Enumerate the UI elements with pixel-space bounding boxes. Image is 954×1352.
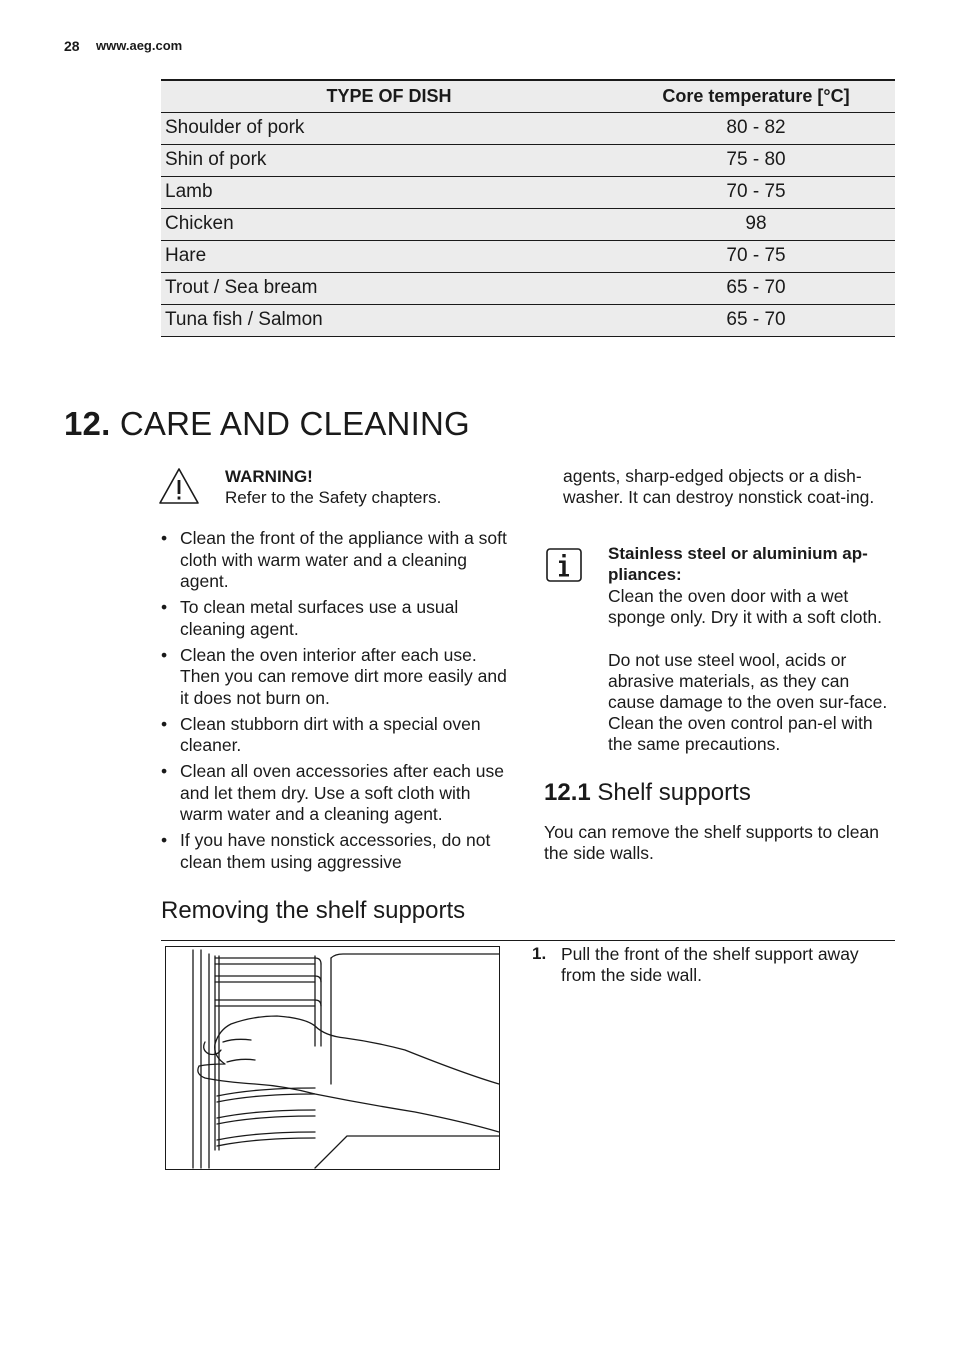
bullet-text: Clean the oven interior after each use. Then you can remove dirt more easily and it does not burn on. xyxy=(180,644,507,708)
temperature-cell: 75 - 80 xyxy=(617,144,895,176)
subsection-text: You can remove the shelf supports to clean the side walls. xyxy=(544,822,879,863)
note-text: Clean the oven door with a wet sponge only. Dry it with a soft cloth. xyxy=(608,586,882,627)
temperature-cell: 70 - 75 xyxy=(617,176,895,208)
bullet-text: Clean all oven accessories after each use and let them dry. Use a soft cloth with warm water and a cleaning agent. xyxy=(180,761,504,824)
shelf-support-illustration xyxy=(165,946,500,1170)
warning-triangle-icon xyxy=(158,467,200,505)
procedure-title: Removing the shelf supports xyxy=(161,897,466,924)
dish-cell: Tuna fish / Salmon xyxy=(161,304,617,336)
column-header-dish: TYPE OF DISH xyxy=(161,80,617,112)
subsection-number: 12.1 xyxy=(544,779,591,806)
section-title xyxy=(64,405,470,443)
list-item xyxy=(161,645,513,710)
dish-cell: Shin of pork xyxy=(161,144,617,176)
bullet-text: Clean the front of the appliance with a soft cloth with warm water and a cleaning agent. xyxy=(180,528,507,591)
bullet-icon: • xyxy=(161,597,168,617)
dish-cell: Lamb xyxy=(161,176,617,208)
subsection-title xyxy=(544,779,751,807)
subsection-title-text: Shelf supports xyxy=(597,779,751,806)
dish-cell: Shoulder of pork xyxy=(161,112,617,144)
bullet-icon: • xyxy=(161,713,168,734)
temperature-cell: 65 - 70 xyxy=(617,304,895,336)
website-link[interactable]: www.aeg.com xyxy=(96,38,183,53)
temperature-cell: 98 xyxy=(617,208,895,240)
note-text: Do not use steel wool, acids or abrasive materials, as they can cause damage to the oven sur-face. Clean the oven control pan-el with the same precautions. xyxy=(608,650,888,754)
bullet-icon: • xyxy=(161,528,168,548)
bullet-text: If you have nonstick accessories, do not clean them using aggressive xyxy=(180,830,491,872)
table-header-row xyxy=(161,80,895,112)
temperature-cell: 80 - 82 xyxy=(617,112,895,144)
bullet-continuation: agents, sharp-edged objects or a dish-washer. It can destroy nonstick coat-ing. xyxy=(563,466,875,507)
list-item xyxy=(161,597,513,640)
list-item xyxy=(161,714,513,757)
warning-title: WARNING! xyxy=(225,467,313,486)
info-icon xyxy=(546,548,582,582)
core-temperature-table xyxy=(161,79,895,337)
dish-cell: Chicken xyxy=(161,208,617,240)
dish-cell: Trout / Sea bream xyxy=(161,272,617,304)
bullet-icon: • xyxy=(161,830,168,850)
section-number: 12. xyxy=(64,405,111,442)
column-header-temperature: Core temperature [°C] xyxy=(617,80,895,112)
table-row xyxy=(161,304,895,336)
list-item xyxy=(161,528,513,593)
note-title: Stainless steel or aluminium ap-pliances: xyxy=(608,544,868,584)
step-number: 1. xyxy=(532,944,547,963)
divider xyxy=(161,940,895,941)
temperature-cell: 65 - 70 xyxy=(617,272,895,304)
bullet-icon: • xyxy=(161,644,168,665)
temperature-cell: 70 - 75 xyxy=(617,240,895,272)
section-title-text: CARE AND CLEANING xyxy=(119,405,470,442)
table-row xyxy=(161,144,895,176)
page-number: 28 xyxy=(64,38,80,54)
dish-cell: Hare xyxy=(161,240,617,272)
table-row xyxy=(161,208,895,240)
table-row xyxy=(161,112,895,144)
list-item xyxy=(161,830,513,873)
step-text: Pull the front of the shelf support away from the side wall. xyxy=(561,944,859,985)
bullet-text: Clean stubborn dirt with a special oven cleaner. xyxy=(180,713,481,755)
bullet-icon: • xyxy=(161,761,168,781)
cleaning-bullet-list xyxy=(161,528,513,878)
table-row xyxy=(161,272,895,304)
warning-text: Refer to the Safety chapters. xyxy=(225,488,442,507)
list-item xyxy=(161,761,513,826)
bullet-text: To clean metal surfaces use a usual cleaning agent. xyxy=(180,597,459,639)
table-row xyxy=(161,176,895,208)
table-row xyxy=(161,240,895,272)
